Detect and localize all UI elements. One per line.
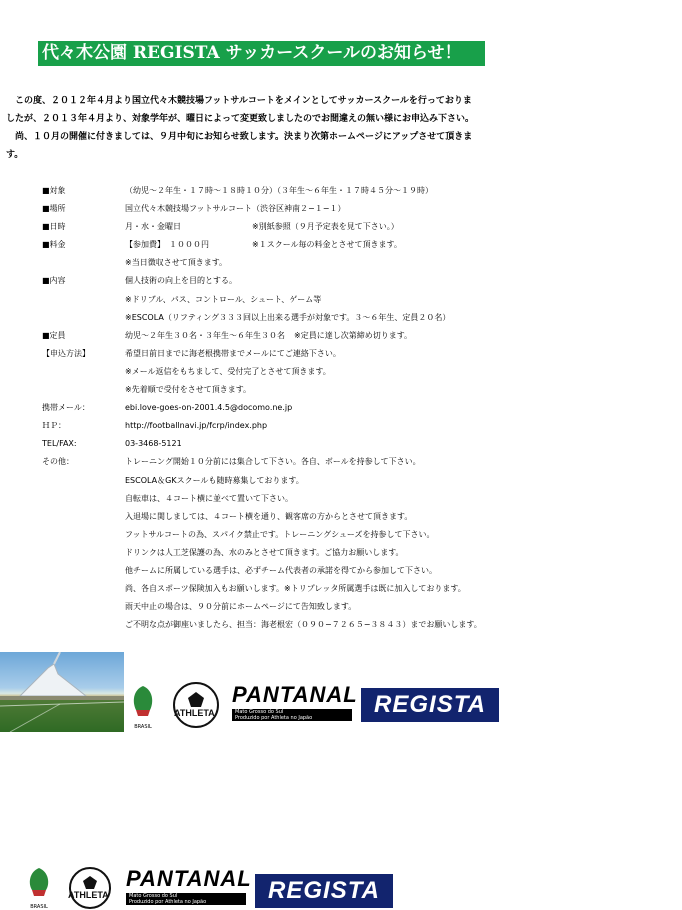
intro-line: す。 [6, 150, 24, 160]
info-row [42, 508, 562, 526]
info-row [42, 236, 562, 254]
info-row [42, 598, 562, 616]
info-label: ■場所 [42, 204, 66, 214]
info-label: 携帯メール： [42, 403, 90, 413]
info-value: 尚、各自スポーツ保険加入もお願いします。※トリプレッタ所属選手は既に加入しております。 [125, 584, 466, 594]
info-value: 月・水・金曜日 [125, 222, 181, 232]
info-row [42, 417, 562, 435]
info-row [42, 291, 562, 309]
info-value: 国立代々木競技場フットサルコート（渋谷区神南２−１−１） [125, 204, 346, 214]
info-row [42, 526, 562, 544]
info-label: ■料金 [42, 240, 66, 250]
pantanal-logo [232, 682, 358, 722]
pantanal-subtext: Mato Grosso do Sul [129, 893, 178, 899]
brasil-logo [24, 866, 54, 910]
info-row [42, 327, 562, 345]
info-row [42, 616, 562, 634]
info-row [42, 399, 562, 417]
info-row [42, 580, 562, 598]
regista-logo: REGISTA [361, 688, 499, 722]
brasil-logo [128, 684, 158, 732]
pantanal-bar [126, 893, 246, 905]
info-value: 【参加費】 １０００円 [125, 240, 209, 250]
info-label: 【申込方法】 [42, 348, 90, 358]
stadium-photo [0, 652, 124, 732]
info-row [42, 453, 562, 471]
info-note: ※１スクール毎の料金とさせて頂きます。 [252, 240, 402, 250]
info-note: ※定員に達し次第締め切ります。 [294, 330, 413, 340]
info-value: ※当日徴収させて頂きます。 [125, 258, 228, 268]
info-value: 雨天中止の場合は、９０分前にホームページにて告知致します。 [125, 602, 357, 612]
info-note: ※別紙参照（９月予定表を見て下さい。） [252, 222, 399, 232]
info-row [42, 363, 562, 381]
info-row [42, 309, 562, 327]
info-row [42, 544, 562, 562]
intro-line: 尚、１０月の開催に付きましては、９月中旬にお知らせ致します。決まり次第ホームページにアップさせて頂きま [6, 132, 473, 142]
regista-logo: REGISTA [255, 874, 393, 908]
info-list [42, 182, 562, 634]
athleta-text: ATHLETA [68, 890, 109, 900]
pantanal-logo [126, 866, 252, 906]
pantanal-text: PANTANAL [126, 866, 252, 891]
info-value: 入退場に関しましては、４コート横を通り、観客席の方からとさせて頂きます。 [125, 511, 413, 521]
pantanal-text: PANTANAL [232, 682, 358, 707]
info-label: ＨＰ： [42, 421, 66, 431]
pantanal-bar [232, 709, 352, 721]
info-row [42, 182, 562, 200]
info-value: ※ESCOLA（リフティング３３３回以上出来る選手が対象です。３〜６年生、定員２０名） [125, 312, 451, 322]
info-value: ESCOLA＆GKスクールも随時募集しております。 [125, 475, 304, 485]
info-label: ■定員 [42, 330, 66, 340]
info-row [42, 218, 562, 236]
intro-line: したが、２０１３年４月より、対象学年が、曜日によって変更致しましたのでお間違えの無い様にお申込み下さい。 [6, 114, 475, 124]
pantanal-subtext: Mato Grosso do Sul [235, 709, 284, 715]
info-value: ドリンクは人工芝保護の為、水のみとさせて頂きます。ご協力お願いします。 [125, 547, 404, 557]
info-label: ■日時 [42, 222, 66, 232]
info-value: http://footballnavi.jp/fcrp/index.php [125, 421, 268, 431]
athleta-logo [62, 866, 118, 910]
info-row [42, 381, 562, 399]
info-value: 03-3468-5121 [125, 439, 182, 449]
info-row [42, 200, 562, 218]
info-value: 幼児〜２年生３０名・３年生〜６年生３０名 [125, 330, 285, 340]
info-value: ※ドリブル、パス、コントロール、シュート、ゲーム等 [125, 294, 322, 304]
info-value: トレーニング開始１０分前には集合して下さい。各自、ボールを持参して下さい。 [125, 457, 421, 467]
info-row [42, 345, 562, 363]
info-label: ■内容 [42, 276, 66, 286]
info-value: 他チームに所属している選手は、必ずチーム代表者の承諾を得てから参加して下さい。 [125, 565, 437, 575]
info-label: ■対象 [42, 186, 66, 195]
info-row [42, 490, 562, 508]
info-row [42, 472, 562, 490]
info-value: 自転車は、４コート横に並べて置いて下さい。 [125, 493, 293, 503]
brasil-text: BRASIL [134, 724, 152, 730]
info-value: ※先着順で受付をさせて頂きます。 [125, 385, 252, 395]
info-value: ebi.love-goes-on-2001.4.5@docomo.ne.jp [125, 403, 293, 413]
athleta-text: ATHLETA [174, 708, 215, 718]
info-label: TEL/FAX: [42, 439, 77, 449]
info-row [42, 254, 562, 272]
intro-text [6, 92, 526, 164]
info-value: ご不明な点が御座いましたら、担当：海老根宏（０９０−７２６５−３８４３）までお願いします。 [125, 620, 482, 630]
info-value: （幼児〜２年生・１７時〜１８時１０分）（３年生〜６年生・１７時４５分〜１９時） [125, 186, 433, 195]
athleta-logo [168, 680, 224, 730]
info-value: 個人技術の向上を目的とする。 [125, 276, 237, 286]
page-title: 代々木公園 REGISTA サッカースクールのお知らせ！ [38, 41, 485, 66]
info-value: 希望日前日までに海老根携帯までメールにてご連絡下さい。 [125, 348, 341, 358]
info-value: ※メール返信をもちまして、受付完了とさせて頂きます。 [125, 366, 331, 376]
intro-line: この度、２０１２年４月より国立代々木競技場フットサルコートをメインとしてサッカースクールを行っておりま [6, 96, 472, 106]
info-label: その他： [42, 457, 74, 467]
info-row [42, 435, 562, 453]
info-row [42, 272, 562, 290]
pantanal-subtext: Produzido por Athleta no Japão [235, 715, 313, 721]
info-value: フットサルコートの為、スパイク禁止です。トレーニングシューズを持参して下さい。 [125, 529, 435, 539]
brasil-text: BRASIL [30, 904, 48, 910]
info-row [42, 562, 562, 580]
pantanal-subtext: Produzido por Athleta no Japão [129, 899, 207, 905]
